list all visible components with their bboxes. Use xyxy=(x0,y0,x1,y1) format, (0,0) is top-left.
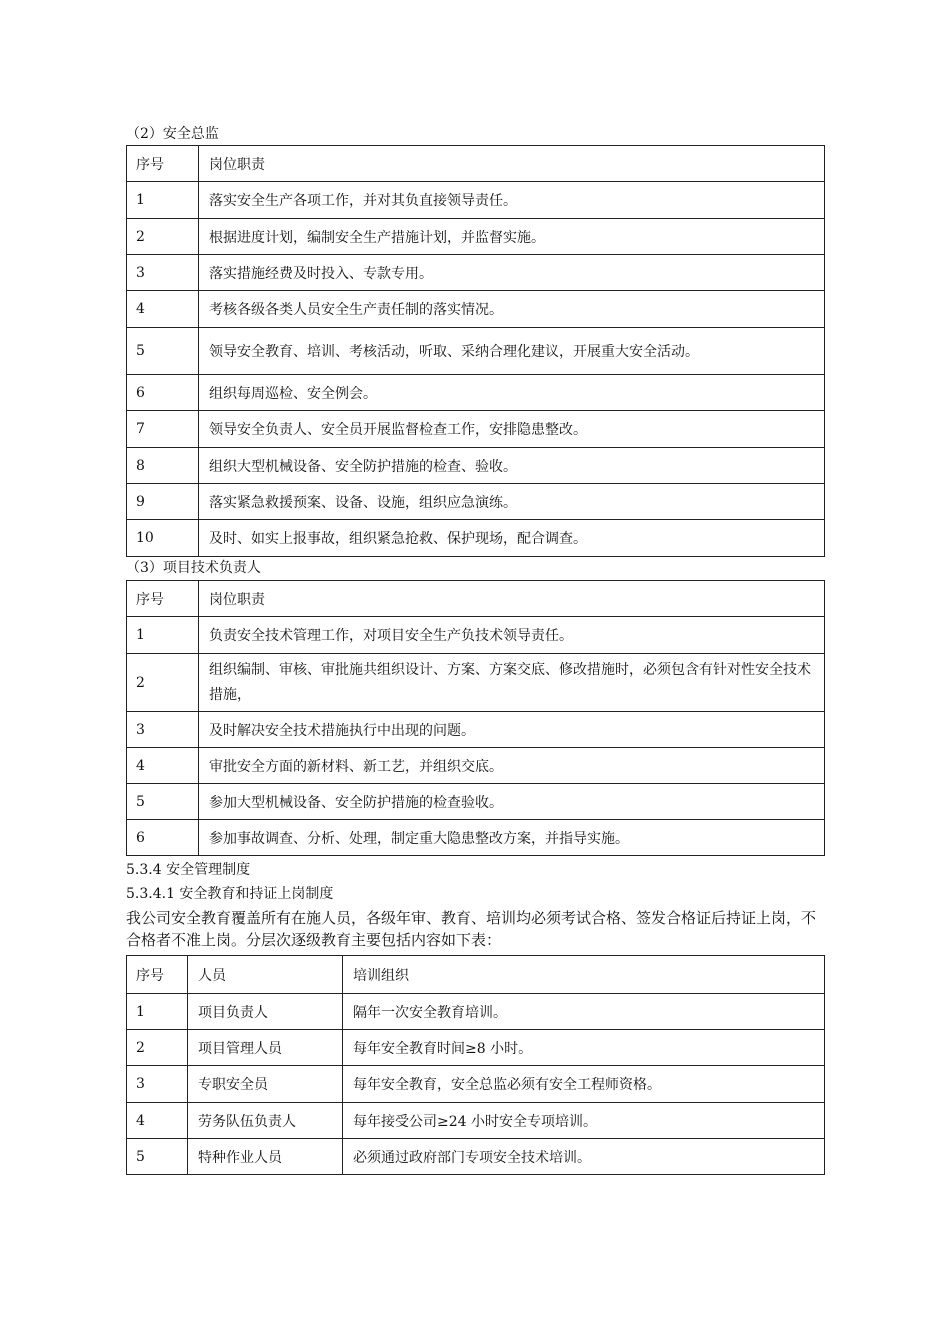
table-row xyxy=(127,484,825,520)
table-row xyxy=(127,994,825,1030)
table-header-row xyxy=(127,146,825,182)
table-row xyxy=(127,448,825,484)
row-training: 隔年一次安全教育培训。 xyxy=(343,994,825,1030)
row-number: 5 xyxy=(127,328,199,375)
row-training: 必须通过政府部门专项安全技术培训。 xyxy=(343,1139,825,1175)
section-heading-5-3-4-1: 5.3.4.1 安全教育和持证上岗制度 xyxy=(126,886,334,902)
table-row xyxy=(127,291,825,328)
row-number: 1 xyxy=(127,617,199,654)
table-row xyxy=(127,375,825,411)
row-number: 6 xyxy=(127,820,199,856)
table-row xyxy=(127,784,825,820)
table-header-row xyxy=(127,581,825,617)
tech-lead-duties-table xyxy=(126,580,825,856)
header-cell-duties: 岗位职责 xyxy=(199,581,825,617)
table-row xyxy=(127,219,825,255)
table-row xyxy=(127,182,825,219)
row-duty: 审批安全方面的新材料、新工艺，并组织交底。 xyxy=(199,748,825,784)
row-number: 4 xyxy=(127,291,199,328)
row-duty: 参加大型机械设备、安全防护措施的检查验收。 xyxy=(199,784,825,820)
row-duty: 及时解决安全技术措施执行中出现的问题。 xyxy=(199,712,825,748)
table-row xyxy=(127,1066,825,1103)
table-row xyxy=(127,712,825,748)
row-number: 2 xyxy=(127,219,199,255)
table-row xyxy=(127,328,825,375)
header-cell-number: 序号 xyxy=(127,956,188,994)
table-row xyxy=(127,1103,825,1139)
row-number: 10 xyxy=(127,520,199,557)
row-duty: 领导安全负责人、安全员开展监督检查工作，安排隐患整改。 xyxy=(199,411,825,448)
row-number: 2 xyxy=(127,654,199,712)
table-row xyxy=(127,411,825,448)
row-duty: 组织每周巡检、安全例会。 xyxy=(199,375,825,411)
table-header-row xyxy=(127,956,825,994)
row-training: 每年安全教育，安全总监必须有安全工程师资格。 xyxy=(343,1066,825,1103)
row-number: 4 xyxy=(127,1103,188,1139)
row-duty: 落实措施经费及时投入、专款专用。 xyxy=(199,255,825,291)
section-caption-safety-director: （2）安全总监 xyxy=(126,126,219,142)
row-duty: 领导安全教育、培训、考核活动，听取、采纳合理化建议，开展重大安全活动。 xyxy=(199,328,825,375)
row-training: 每年安全教育时间≥8 小时。 xyxy=(343,1030,825,1066)
header-cell-duties: 岗位职责 xyxy=(199,146,825,182)
row-duty: 组织大型机械设备、安全防护措施的检查、验收。 xyxy=(199,448,825,484)
row-duty: 考核各级各类人员安全生产责任制的落实情况。 xyxy=(199,291,825,328)
table-row xyxy=(127,1030,825,1066)
row-personnel: 专职安全员 xyxy=(188,1066,343,1103)
header-cell-training: 培训组织 xyxy=(343,956,825,994)
header-cell-number: 序号 xyxy=(127,146,199,182)
table-row xyxy=(127,748,825,784)
row-number: 3 xyxy=(127,255,199,291)
row-number: 1 xyxy=(127,994,188,1030)
row-duty: 根据进度计划，编制安全生产措施计划，并监督实施。 xyxy=(199,219,825,255)
header-cell-number: 序号 xyxy=(127,581,199,617)
row-number: 5 xyxy=(127,784,199,820)
row-personnel: 项目负责人 xyxy=(188,994,343,1030)
safety-director-duties-table xyxy=(126,145,825,557)
row-duty: 负责安全技术管理工作，对项目安全生产负技术领导责任。 xyxy=(199,617,825,654)
table-row xyxy=(127,255,825,291)
row-duty: 参加事故调查、分析、处理，制定重大隐患整改方案，并指导实施。 xyxy=(199,820,825,856)
row-number: 7 xyxy=(127,411,199,448)
training-table xyxy=(126,955,825,1175)
row-training: 每年接受公司≥24 小时安全专项培训。 xyxy=(343,1103,825,1139)
section-caption-tech-lead: （3）项目技术负责人 xyxy=(126,560,261,576)
table-row xyxy=(127,617,825,654)
row-number: 9 xyxy=(127,484,199,520)
row-duty: 及时、如实上报事故，组织紧急抢救、保护现场，配合调查。 xyxy=(199,520,825,557)
row-number: 8 xyxy=(127,448,199,484)
row-number: 5 xyxy=(127,1139,188,1175)
header-cell-personnel: 人员 xyxy=(188,956,343,994)
row-duty: 落实紧急救援预案、设备、设施，组织应急演练。 xyxy=(199,484,825,520)
row-number: 4 xyxy=(127,748,199,784)
section-heading-5-3-4: 5.3.4 安全管理制度 xyxy=(126,862,251,878)
row-number: 3 xyxy=(127,712,199,748)
row-number: 3 xyxy=(127,1066,188,1103)
row-personnel: 特种作业人员 xyxy=(188,1139,343,1175)
table-row xyxy=(127,820,825,856)
table-row xyxy=(127,1139,825,1175)
table-row xyxy=(127,654,825,712)
row-number: 2 xyxy=(127,1030,188,1066)
row-personnel: 劳务队伍负责人 xyxy=(188,1103,343,1139)
row-number: 6 xyxy=(127,375,199,411)
row-number: 1 xyxy=(127,182,199,219)
table-row xyxy=(127,520,825,557)
row-duty: 组织编制、审核、审批施共组织设计、方案、方案交底、修改措施时，必须包含有针对性安全技术措施， xyxy=(199,654,825,712)
intro-paragraph: 我公司安全教育覆盖所有在施人员，各级年审、教育、培训均必须考试合格、签发合格证后持证上岗，不合格者不准上岗。分层次逐级教育主要包括内容如下表： xyxy=(126,909,817,949)
row-personnel: 项目管理人员 xyxy=(188,1030,343,1066)
row-duty: 落实安全生产各项工作，并对其负直接领导责任。 xyxy=(199,182,825,219)
